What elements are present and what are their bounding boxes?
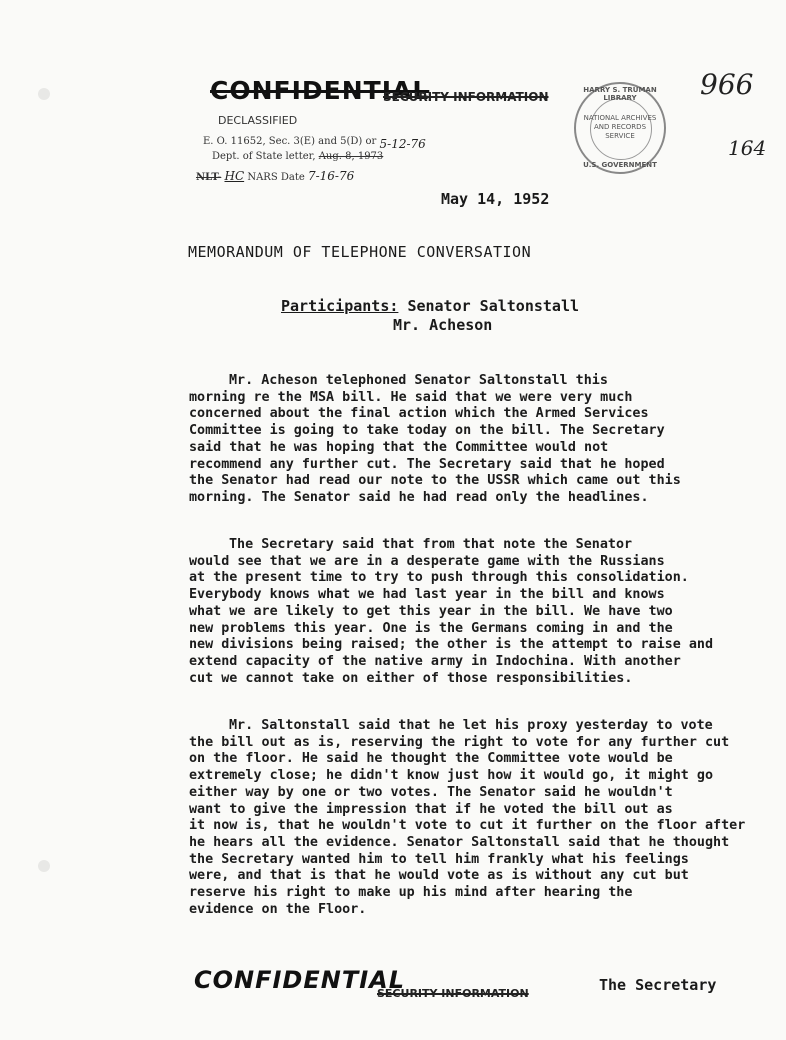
paragraph-1 [189,373,719,507]
dept-struck-date: Aug. 8, 1973 [318,151,384,162]
participant-1: Senator Saltonstall [407,297,580,315]
footer-security-label: SECURITY INFORMATION [377,987,529,1000]
eo-line [203,133,426,151]
paragraph-line: morning. The Senator said he had read only the headlines. [189,489,649,505]
header-classification: CONFIDENTIAL [210,76,430,105]
paragraph-line: evidence on the Floor. [189,901,367,917]
declassified-label: DECLASSIFIED [218,114,298,127]
punch-hole [38,88,50,100]
paragraph-2 [189,537,719,687]
page-number-handwritten: 966 [700,68,754,101]
paragraph-line: new problems this year. One is the Germans coming in and the [189,620,673,636]
paragraph-line: were, and that is that he would vote as is without any cut but [189,868,689,884]
paragraph-line: what we are likely to get this year in the bill. We have two [189,603,673,619]
nars-label: NARS Date [247,172,305,183]
nars-prefix: NLT- [196,172,222,183]
paragraph-line: either way by one or two votes. The Senator said he wouldn't [189,784,673,800]
participants-label: Participants: [281,297,399,315]
nars-line [196,169,354,183]
paragraph-line: concerned about the final action which the Armed Services [189,406,649,422]
paragraph-line: said that he was hoping that the Committee would not [189,439,609,455]
paragraph-line: recommend any further cut. The Secretary said that he hoped [189,456,665,472]
participants-block [281,297,579,315]
paragraph-line: want to give the impression that if he voted the bill out as [189,801,673,817]
paragraph-line: Committee is going to take today on the bill. The Secretary [189,423,665,439]
header-security-label: SECURITY INFORMATION [383,90,549,104]
stamp-bottom-text: U.S. GOVERNMENT [583,161,657,169]
punch-hole [38,860,50,872]
paragraph-line: The Secretary said that from that note the Senator [229,537,633,552]
dept-line [212,151,383,162]
stamp-center-text: NATIONAL ARCHIVES AND RECORDS SERVICE [583,114,657,140]
archives-stamp [574,82,666,174]
dept-line-text: Dept. of State letter, [212,151,316,162]
paragraph-line: the Secretary wanted him to tell him frankly what his feelings [189,851,689,867]
paragraph-line: Everybody knows what we had last year in the bill and knows [189,587,665,603]
nars-handwritten: HC [224,169,245,183]
paragraph-line: reserve his right to make up his mind after hearing the [189,885,633,901]
footer-classification: CONFIDENTIAL [194,966,405,994]
paragraph-line: morning re the MSA bill. He said that we were very much [189,389,633,405]
paragraph-line: he hears all the evidence. Senator Saltonstall said that he thought [189,834,730,850]
participant-2: Mr. Acheson [393,316,493,334]
eo-line-text: E. O. 11652, Sec. 3(E) and 5(D) or [203,136,377,147]
paragraph-line: it now is, that he wouldn't vote to cut it further on the floor after [189,818,746,834]
memo-date: May 14, 1952 [441,190,550,208]
paragraph-line: Mr. Acheson telephoned Senator Saltonstall this [229,373,608,388]
eo-handwritten-date: 5-12-76 [379,137,426,151]
paragraph-line: Mr. Saltonstall said that he let his proxy yesterday to vote [229,718,713,733]
paragraph-line: on the floor. He said he thought the Committee vote would be [189,751,673,767]
paragraph-line: the Senator had read our note to the USSR which came out this [189,473,681,489]
footer-signature-line: The Secretary [599,976,717,994]
nars-date: 7-16-76 [307,169,355,183]
paragraph-line: at the present time to try to push through this consolidation. [189,570,689,586]
paragraph-line: would see that we are in a desperate game with the Russians [189,553,665,569]
paragraph-line: new divisions being raised; the other is the attempt to raise and [189,637,714,653]
paragraph-line: cut we cannot take on either of those responsibilities. [189,670,633,686]
folio-handwritten: 164 [728,136,767,160]
memo-title: MEMORANDUM OF TELEPHONE CONVERSATION [188,243,532,261]
paragraph-line: extend capacity of the native army in Indochina. With another [189,653,681,669]
paragraph-line: extremely close; he didn't know just how it would go, it might go [189,768,714,784]
stamp-top-text: HARRY S. TRUMAN LIBRARY [583,86,657,102]
paragraph-line: the bill out as is, reserving the right to vote for any further cut [189,734,730,750]
paragraph-3 [189,718,746,918]
